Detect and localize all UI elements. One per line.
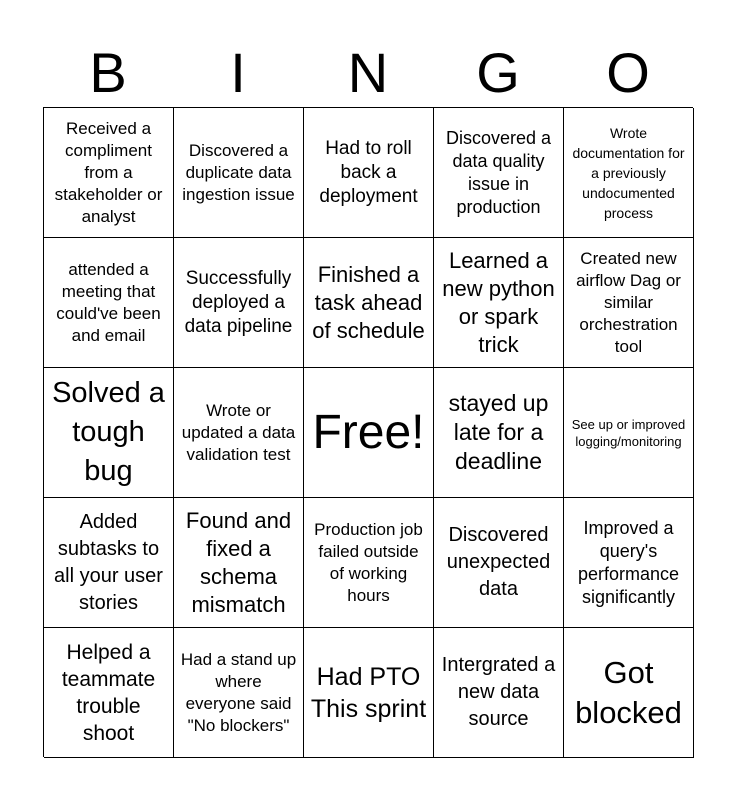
cell-text: Found and fixed a schema mismatch	[185, 507, 292, 617]
bingo-cell[interactable]	[44, 498, 174, 628]
bingo-cell[interactable]	[304, 628, 434, 758]
bingo-cell[interactable]	[434, 108, 564, 238]
bingo-cell[interactable]	[434, 368, 564, 498]
cell-text: Helped a teammate trouble shoot	[61, 640, 156, 745]
bingo-cell[interactable]	[174, 628, 304, 758]
bingo-cell[interactable]	[174, 238, 304, 368]
cell-text: Successfully deployed a data pipeline	[184, 267, 293, 337]
bingo-cell[interactable]	[174, 108, 304, 238]
header-letter-o: O	[606, 41, 650, 104]
bingo-cell[interactable]	[564, 498, 694, 628]
bingo-cell[interactable]	[434, 498, 564, 628]
cell-text: Discovered a duplicate data ingestion issue	[182, 140, 295, 204]
bingo-header	[43, 38, 693, 108]
cell-text: Learned a new python or spark trick	[442, 247, 555, 357]
header-letter-g: G	[476, 41, 520, 104]
cell-text: Had a stand up where everyone said "No blockers"	[180, 649, 297, 735]
cell-text: Intergrated a new data source	[441, 654, 556, 730]
header-letter-b: B	[89, 41, 127, 104]
cell-text: Discovered unexpected data	[446, 524, 551, 600]
free-space-text: Free!	[312, 405, 425, 459]
bingo-cell[interactable]	[174, 368, 304, 498]
cell-text: Had PTO This sprint	[310, 662, 427, 723]
header-letter-n: N	[347, 41, 389, 104]
cell-text: Created new airflow Dag or similar orchestration tool	[576, 248, 681, 356]
cell-text: Added subtasks to all your user stories	[54, 510, 163, 614]
bingo-cell[interactable]	[564, 238, 694, 368]
cell-text: Production job failed outside of working hours	[314, 519, 423, 605]
bingo-cell[interactable]	[44, 238, 174, 368]
cell-text: attended a meeting that could've been and email	[56, 259, 161, 345]
cell-text: Had to roll back a deployment	[319, 137, 418, 207]
bingo-cell[interactable]	[564, 108, 694, 238]
bingo-cell[interactable]	[304, 498, 434, 628]
cell-text: Discovered a data quality issue in production	[445, 127, 552, 217]
bingo-cell[interactable]	[44, 628, 174, 758]
cell-text: Wrote documentation for a previously undocumented process	[572, 124, 685, 221]
cell-text: Improved a query's performance significantly	[577, 517, 680, 607]
bingo-cell[interactable]	[304, 108, 434, 238]
cell-text: Solved a tough bug	[52, 377, 165, 487]
bingo-card-grid	[43, 107, 693, 757]
bingo-cell[interactable]	[304, 238, 434, 368]
bingo-cell[interactable]	[174, 498, 304, 628]
cell-text: Finished a task ahead of schedule	[312, 261, 425, 343]
cell-text: See up or improved logging/monitoring	[571, 416, 686, 449]
bingo-cell[interactable]	[564, 368, 694, 498]
bingo-cell[interactable]	[44, 368, 174, 498]
bingo-cell[interactable]	[434, 238, 564, 368]
bingo-cell[interactable]	[44, 108, 174, 238]
header-letter-i: I	[230, 41, 246, 104]
bingo-cell-free[interactable]	[304, 368, 434, 498]
bingo-cell[interactable]	[434, 628, 564, 758]
cell-text: Received a compliment from a stakeholder or analyst	[54, 118, 163, 226]
bingo-cell[interactable]	[564, 628, 694, 758]
cell-text: stayed up late for a deadline	[448, 390, 549, 474]
cell-text: Wrote or updated a data validation test	[181, 400, 296, 464]
cell-text: Got blocked	[575, 654, 682, 730]
